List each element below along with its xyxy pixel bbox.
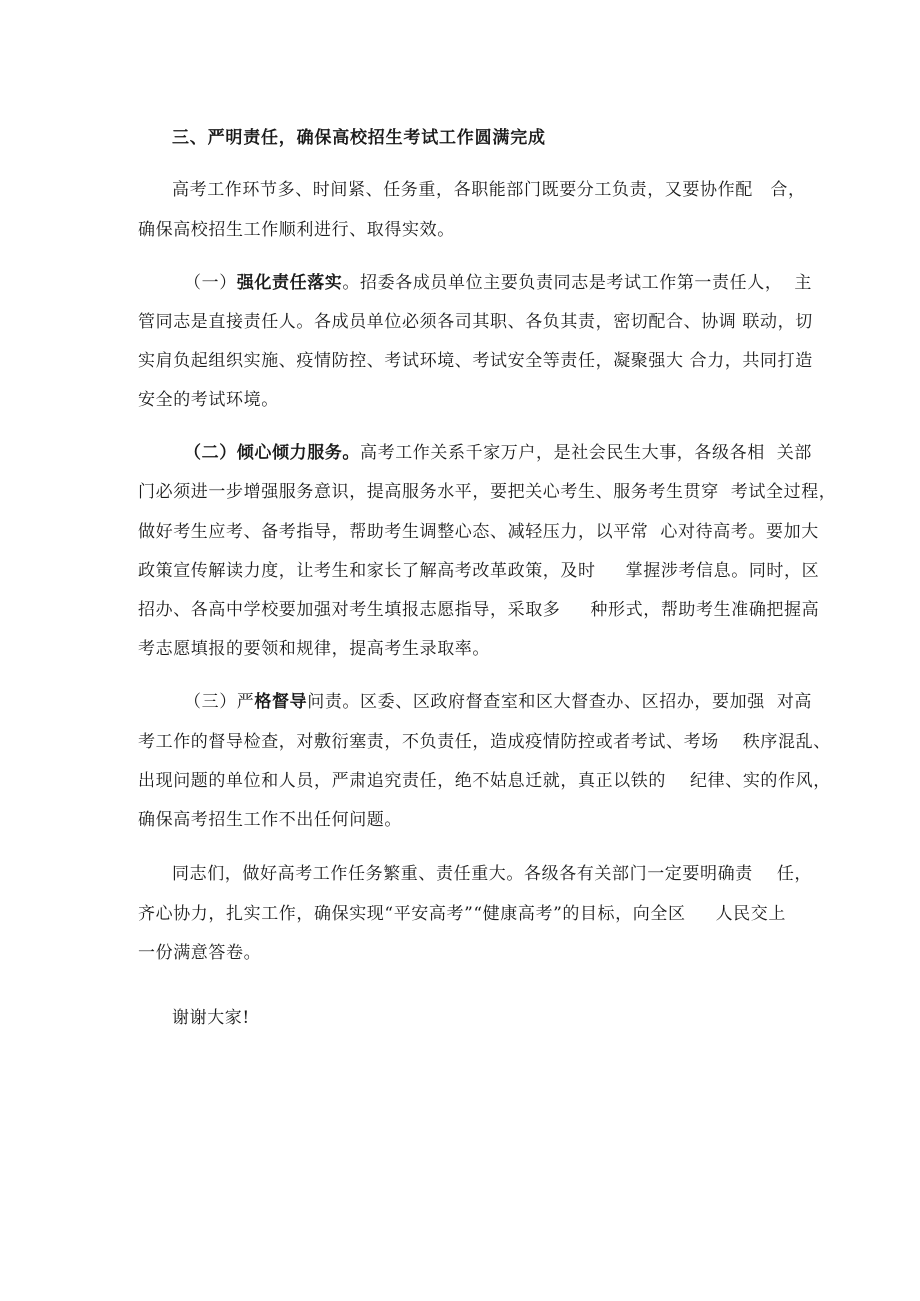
section1-prefix: （一） <box>184 273 237 293</box>
intro-line-2: 确保高校招生工作顺利进行、取得实效。 <box>138 220 455 240</box>
section3-line-3: 出现问题的单位和人员，严肃追究责任，绝不姑息迁就，真正以铁的 纪律、实的作风， <box>138 771 831 791</box>
section2-line-6: 考志愿填报的要领和规律，提高考生录取率。 <box>138 639 490 659</box>
section3-title: 格督导 <box>254 692 308 712</box>
section2-line-4: 政策宣传解读力度，让考生和家长了解高考改革政策，及时 掌握涉考信息。同时，区 <box>138 561 820 581</box>
section1-title: 强化责任落实 <box>236 273 343 293</box>
section1-line-1 <box>184 271 812 295</box>
section2-title: （二）倾心倾力服务。 <box>184 443 360 463</box>
intro-line-1: 高考工作环节多、时间紧、任务重，各职能部门既要分工负责，又要协作配 合， <box>172 180 806 200</box>
section2-line-2: 门必须进一步增强服务意识，提高服务水平，要把关心考生、服务考生贯穿 考试全过程， <box>138 482 837 502</box>
section3-line-2: 考工作的督导检查，对敷衍塞责，不负责任，造成疫情防控或者考试、考场 秩序混乱、 <box>138 732 831 752</box>
section3-line-4: 确保高考招生工作不出任何问题。 <box>138 810 402 830</box>
section1-line-1-rest: 。招委各成员单位主要负责同志是考试工作第一责任人， 主 <box>342 273 813 293</box>
section2-line-1-rest: 高考工作关系千家万户，是社会民生大事，各级各相 关部 <box>360 443 813 463</box>
section3-prefix: （三）严 <box>184 692 255 712</box>
closing-line-3: 一份满意答卷。 <box>138 943 262 963</box>
section1-line-3: 实肩负起组织实施、疫情防控、考试环境、考试安全等责任，凝聚强大 合力，共同打造 <box>138 351 813 371</box>
section2-line-3: 做好考生应考、备考指导，帮助考生调整心态、减轻压力，以平常 心对待高考。要加大 <box>138 522 819 542</box>
closing-line-1: 同志们，做好高考工作任务繁重、责任重大。各级各有关部门一定要明确责 任， <box>172 864 813 884</box>
thanks-line: 谢谢大家! <box>172 1008 250 1028</box>
closing-line-2: 齐心协力，扎实工作，确保实现“平安高考”“健康高考”的目标，向全区 人民交上 <box>138 904 786 924</box>
section3-line-1 <box>184 690 812 714</box>
section1-line-4: 安全的考试环境。 <box>138 390 279 410</box>
section2-line-5: 招办、各高中学校要加强对考生填报志愿指导，采取多 种形式，帮助考生准确把握高 <box>138 600 820 620</box>
section-heading: 三、严明责任，确保高校招生考试工作圆满完成 <box>172 128 546 148</box>
section2-line-1 <box>184 441 812 465</box>
section3-line-1-rest: 问责。区委、区政府督查室和区大督查办、区招办，要加强 对高 <box>307 692 813 712</box>
section1-line-2: 管同志是直接责任人。各成员单位必须各司其职、各负其责，密切配合、协调 联动，切 <box>138 312 813 332</box>
